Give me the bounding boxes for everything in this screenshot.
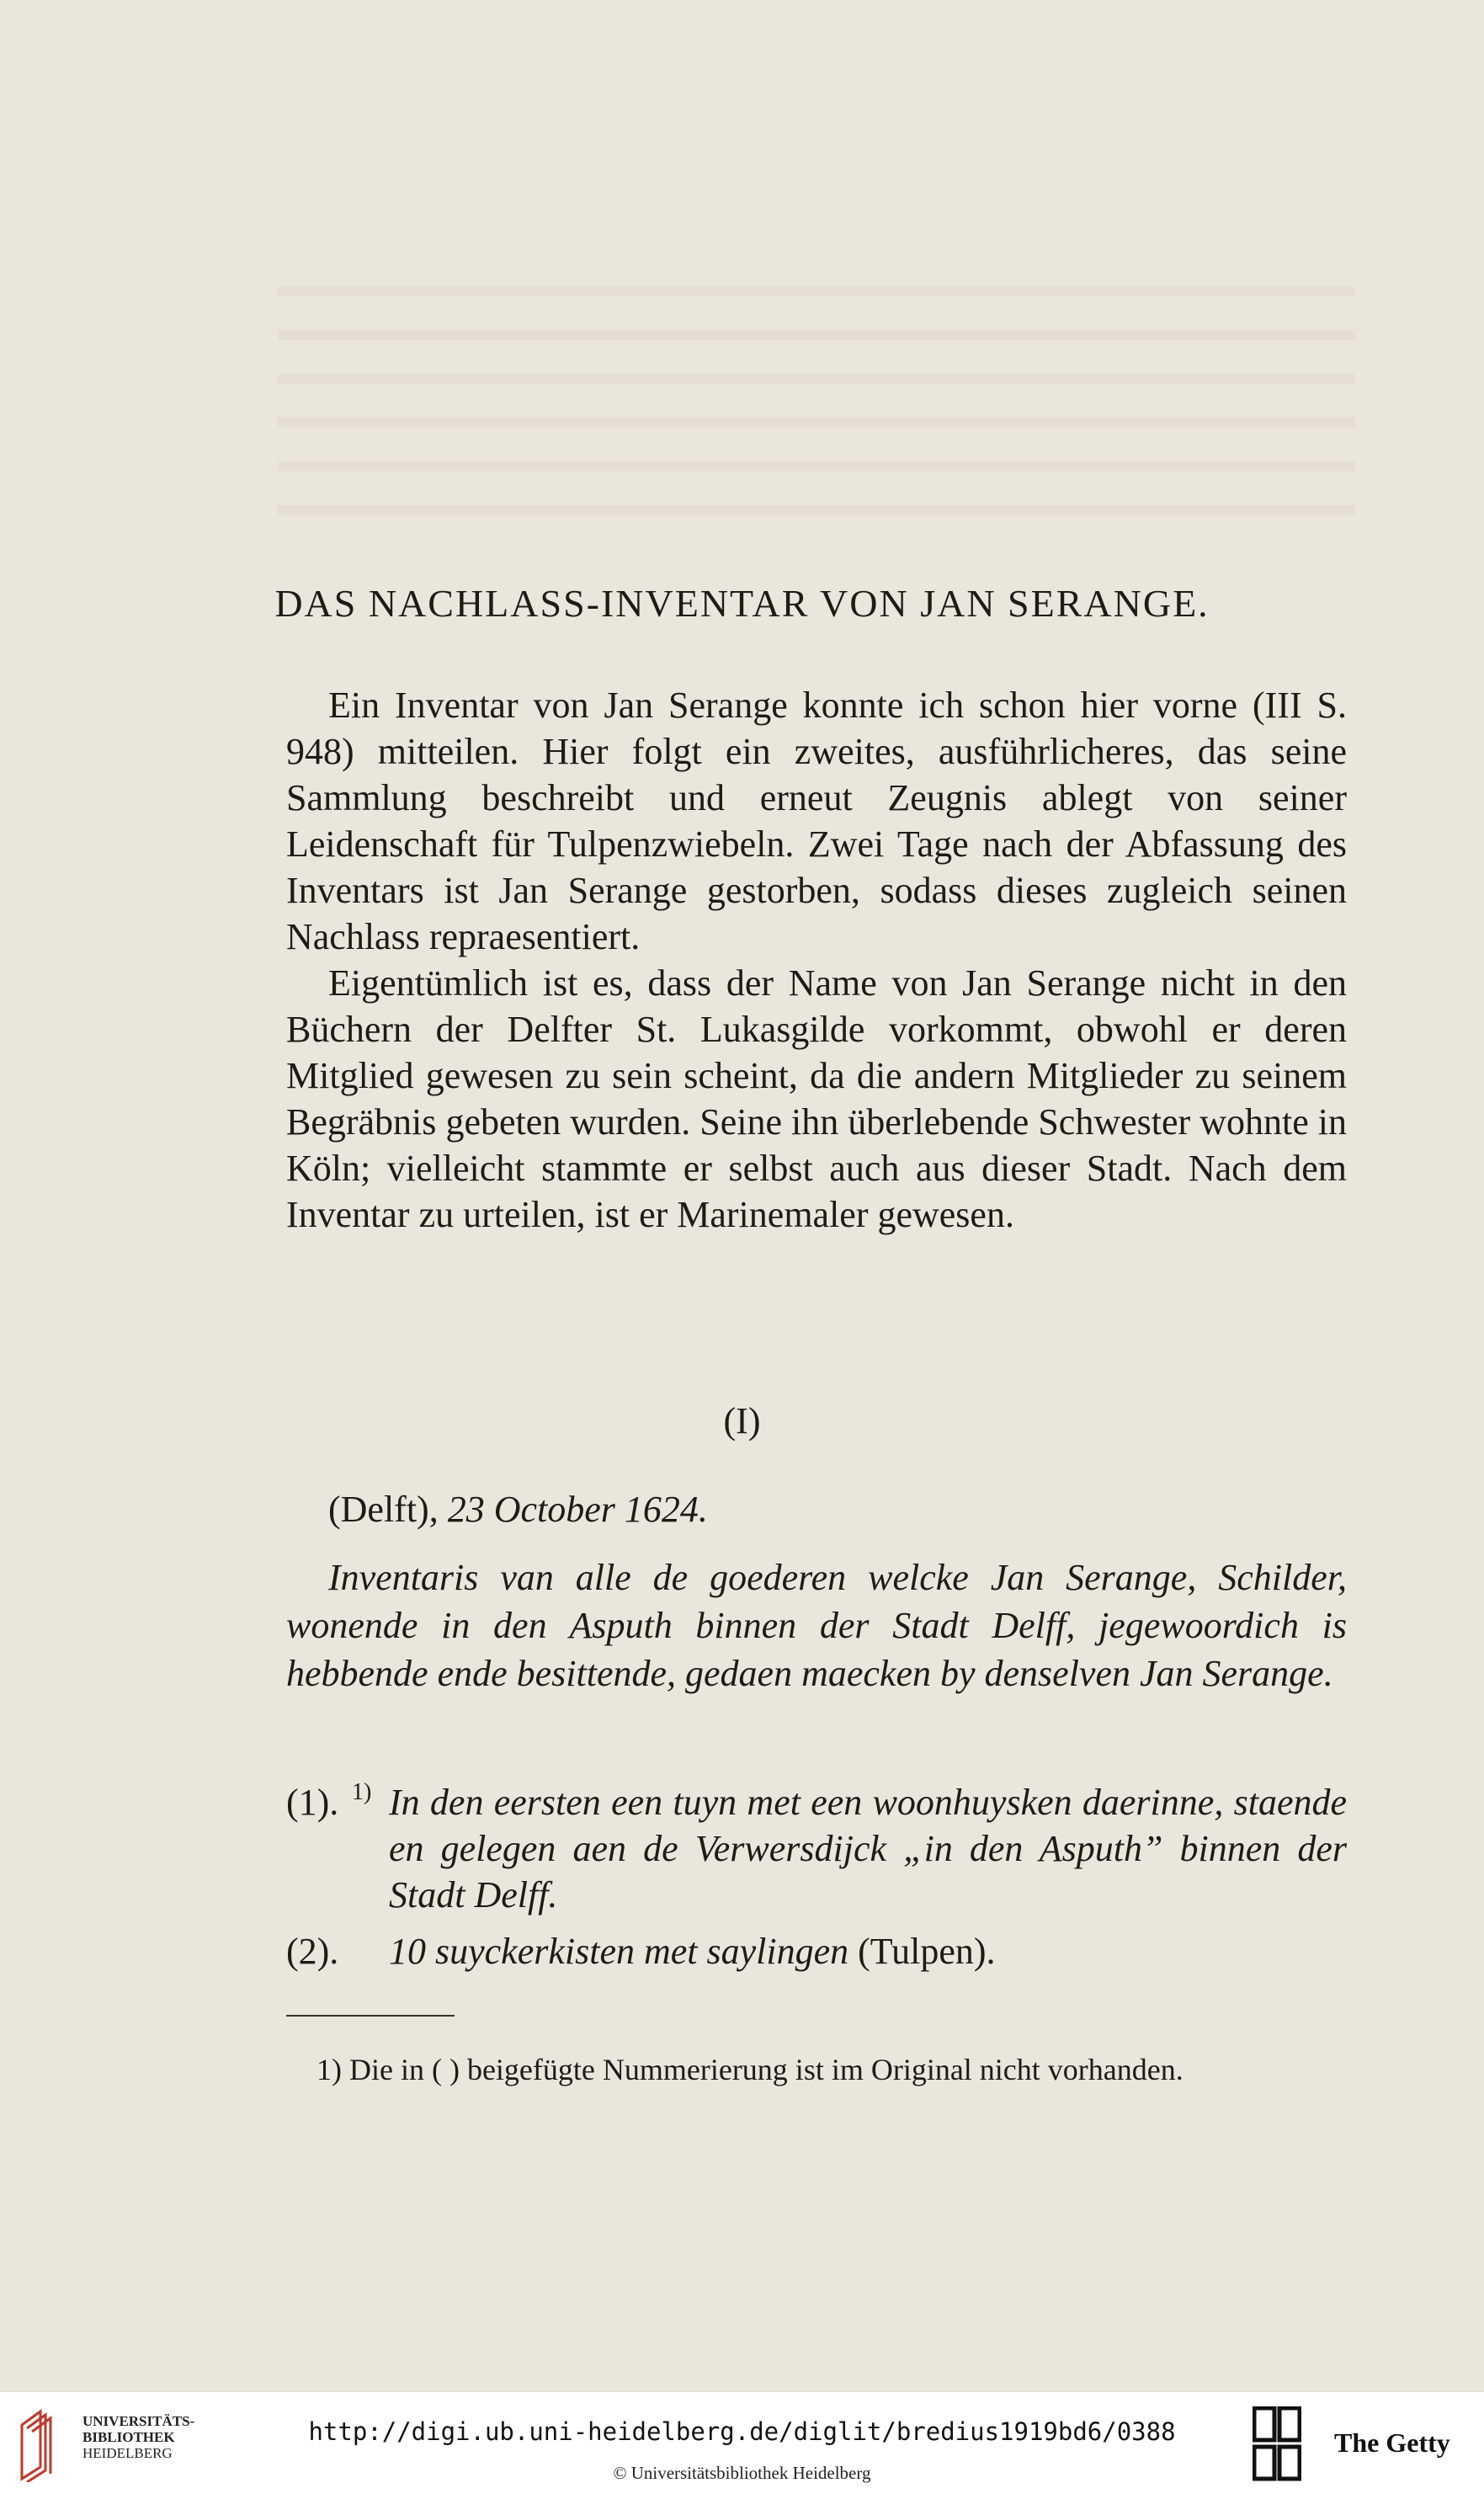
- entry-text: In den eersten een tuyn met een woonhuysken daerinne, staende en gelegen aen de Verwersdijck „in den Asputh” binnen der Stadt Delff.: [389, 1782, 1347, 1916]
- copyright-notice: © Universitätsbibliothek Heidelberg: [613, 2463, 871, 2483]
- body-text: [286, 682, 1347, 1238]
- page-title: DAS NACHLASS-INVENTAR VON JAN SERANGE.: [274, 582, 1210, 625]
- inventory-heading: [286, 1553, 1347, 1697]
- inventory-entry-2: [286, 1928, 1347, 1974]
- footnote: 1) Die in ( ) beigefügte Nummerierung ist im Original nicht vorhanden.: [316, 2053, 1183, 2086]
- entry-text-plain: (Tulpen).: [858, 1931, 996, 1972]
- dateline-place: (Delft),: [328, 1489, 439, 1530]
- library-line-2: BIBLIOTHEK: [82, 2429, 175, 2445]
- dateline-date: 23 October 1624.: [447, 1489, 708, 1530]
- dateline: [286, 1486, 1347, 1532]
- library-line-1: UNIVERSITÄTS-: [82, 2413, 195, 2429]
- permalink[interactable]: http://digi.ub.uni-heidelberg.de/diglit/bredius1919bd6/0388: [308, 2417, 1176, 2446]
- getty-label: The Getty: [1334, 2427, 1450, 2458]
- getty-logo-icon: [1253, 2406, 1301, 2482]
- footnote-marker: 1): [352, 1779, 372, 1805]
- section-number: (I): [723, 1400, 761, 1441]
- entry-number: (1).: [286, 1782, 339, 1823]
- footnote-divider: [286, 2015, 455, 2017]
- bleed-through-area: [278, 253, 1355, 539]
- library-line-3: HEIDELBERG: [82, 2445, 173, 2461]
- entry-text-italic: 10 suyckerkisten met saylingen: [389, 1931, 849, 1972]
- inventory-heading-text: Inventaris van alle de goederen welcke Jan Serange, Schilder, wonende in den Asputh binnen der Stadt Delff, jegewoordich is hebbende ende besittende, gedaen maecken by denselven Jan Serange.: [286, 1557, 1347, 1694]
- paragraph-2: Eigentümlich ist es, dass der Name von Jan Serange nicht in den Büchern der Delfter St. Lukasgilde vorkommt, obwohl er deren Mitglied gewesen zu sein scheint, da die andern Mitglieder zu seinem Begräbnis gebeten wurden. Seine ihn überlebende Schwester wohnte in Köln; vielleicht stammte er selbst auch aus dieser Stadt. Nach dem Inventar zu urteilen, ist er Marinemaler gewesen.: [286, 962, 1347, 1235]
- entry-number: (2).: [286, 1931, 339, 1972]
- inventory-entry-1: [286, 1779, 1347, 1918]
- paragraph-1: Ein Inventar von Jan Serange konnte ich schon hier vorne (III S. 948) mitteilen. Hier folgt ein zweites, ausführlicheres, das seine Sammlung beschreibt und erneut Zeugnis ablegt von seiner Leidenschaft für Tulpenzwiebeln. Zwei Tage nach der Abfassung des Inventars ist Jan Serange gestorben, sodass dieses zugleich seinen Nachlass repraesentiert.: [286, 685, 1347, 957]
